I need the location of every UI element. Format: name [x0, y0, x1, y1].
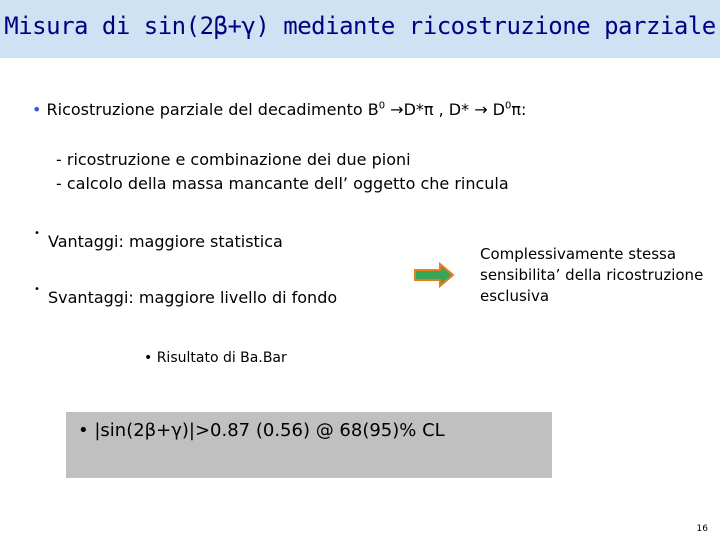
disadvantages-text: Svantaggi: maggiore livello di fondo [48, 288, 338, 307]
main-bullet-text-a: Ricostruzione parziale del decadimento B [46, 100, 379, 119]
conclusion-text: Complessivamente stessa sensibilita’ della ricostruzione esclusiva [480, 245, 704, 305]
advantages-bullet: • [34, 228, 40, 239]
disadvantages-bullet: • [34, 284, 40, 295]
right-arrow-icon [414, 262, 454, 288]
page-number: 16 [696, 524, 708, 534]
main-bullet-text-b: →D*π , D* → D [385, 100, 505, 119]
result-text: • |sin(2β+γ)|>0.87 (0.56) @ 68(95)% CL [78, 420, 445, 441]
sub-item-1: - ricostruzione e combinazione dei due pioni [56, 150, 411, 169]
slide-title: Misura di sin(2β+γ) mediante ricostruzione parziale [4, 12, 716, 40]
result-header: • Risultato di Ba.Bar [144, 350, 287, 366]
advantages-text: Vantaggi: maggiore statistica [48, 232, 283, 251]
main-bullet [32, 100, 526, 119]
sub-item-2: - calcolo della massa mancante dell’ oggetto che rincula [56, 174, 509, 193]
main-bullet-sup1: 0 [378, 100, 386, 112]
bullet-symbol: • [32, 100, 42, 119]
main-bullet-sup2: 0 [505, 100, 512, 112]
main-bullet-text-c: π: [511, 100, 527, 119]
